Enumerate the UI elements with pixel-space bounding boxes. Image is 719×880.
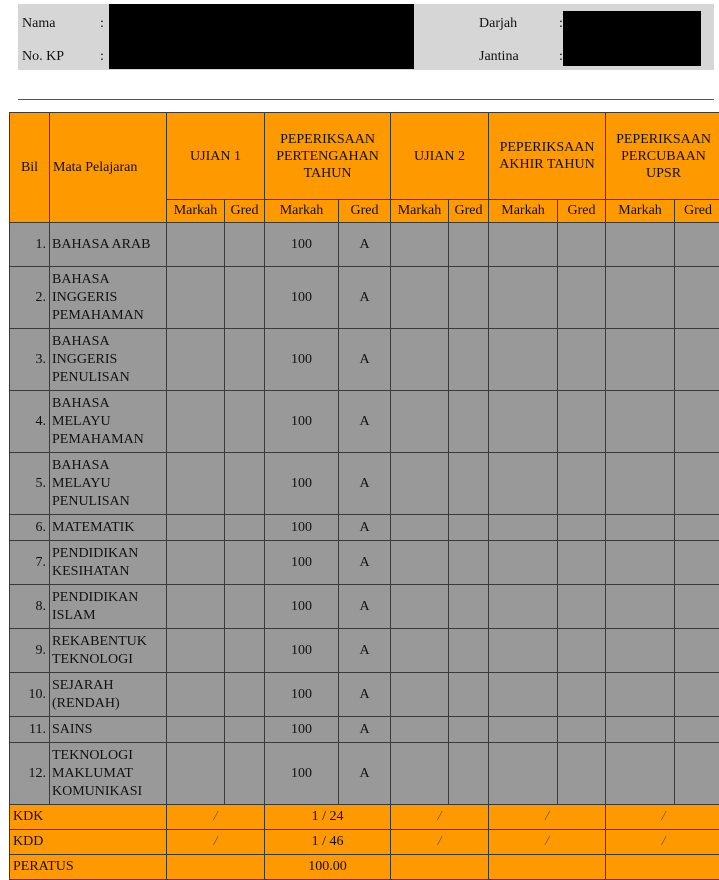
- percubaan-gred-cell: [675, 743, 719, 805]
- table-row: [10, 329, 719, 391]
- peratus-akhir: [489, 855, 606, 880]
- akhir-markah-cell: [489, 329, 558, 391]
- akhir-gred-cell: [558, 391, 606, 453]
- subject-cell: PENDIDIKAN ISLAM: [50, 585, 167, 629]
- pertengahan-markah-cell: 100: [265, 267, 339, 329]
- percubaan-markah-cell: [606, 673, 675, 717]
- pertengahan-gred-cell: A: [339, 541, 391, 585]
- name-value-redacted: [109, 4, 414, 69]
- kdk-row: [10, 805, 719, 830]
- akhir-gred-cell: [558, 329, 606, 391]
- subject-cell: BAHASA MELAYU PEMAHAMAN: [50, 391, 167, 453]
- peratus-percubaan: [606, 855, 719, 880]
- ujian1-gred-cell: [225, 329, 265, 391]
- ujian2-markah-cell: [391, 541, 449, 585]
- pertengahan-gred-cell: A: [339, 673, 391, 717]
- markah-header: Markah: [391, 200, 449, 223]
- exam-header-akhir: PEPERIKSAAN AKHIR TAHUN: [489, 113, 606, 200]
- table-row: [10, 629, 719, 673]
- ujian2-markah-cell: [391, 329, 449, 391]
- bil-cell: 1.: [10, 223, 50, 267]
- percubaan-gred-cell: [675, 717, 719, 743]
- akhir-markah-cell: [489, 391, 558, 453]
- kdk-pertengahan: 1 / 24: [265, 805, 391, 830]
- pertengahan-gred-cell: A: [339, 743, 391, 805]
- percubaan-gred-cell: [675, 515, 719, 541]
- bil-cell: 9.: [10, 629, 50, 673]
- exam-header-pertengahan: PEPERIKSAAN PERTENGAHAN TAHUN: [265, 113, 391, 200]
- gred-header: Gred: [449, 200, 489, 223]
- ujian1-gred-cell: [225, 391, 265, 453]
- peratus-label: PERATUS: [10, 855, 167, 880]
- results-body: [10, 223, 719, 805]
- pertengahan-gred-cell: A: [339, 267, 391, 329]
- ujian1-gred-cell: [225, 629, 265, 673]
- pertengahan-markah-cell: 100: [265, 453, 339, 515]
- akhir-markah-cell: [489, 541, 558, 585]
- class-label: Darjah: [479, 16, 517, 32]
- markah-header: Markah: [265, 200, 339, 223]
- pertengahan-gred-cell: A: [339, 717, 391, 743]
- ujian1-markah-cell: [167, 453, 225, 515]
- akhir-gred-cell: [558, 267, 606, 329]
- name-colon: :: [100, 16, 104, 32]
- ujian1-markah-cell: [167, 585, 225, 629]
- bil-cell: 11.: [10, 717, 50, 743]
- subject-cell: REKABENTUK TEKNOLOGI: [50, 629, 167, 673]
- kdk-percubaan: /: [606, 805, 719, 830]
- percubaan-gred-cell: [675, 267, 719, 329]
- akhir-gred-cell: [558, 515, 606, 541]
- pertengahan-gred-cell: A: [339, 515, 391, 541]
- gred-header: Gred: [558, 200, 606, 223]
- ujian2-markah-cell: [391, 743, 449, 805]
- kdd-percubaan: /: [606, 830, 719, 855]
- percubaan-gred-cell: [675, 453, 719, 515]
- ujian1-markah-cell: [167, 541, 225, 585]
- subject-cell: MATEMATIK: [50, 515, 167, 541]
- percubaan-markah-cell: [606, 267, 675, 329]
- ujian1-markah-cell: [167, 515, 225, 541]
- pertengahan-gred-cell: A: [339, 453, 391, 515]
- pertengahan-gred-cell: A: [339, 223, 391, 267]
- pertengahan-gred-cell: A: [339, 585, 391, 629]
- akhir-gred-cell: [558, 673, 606, 717]
- markah-header: Markah: [606, 200, 675, 223]
- ujian2-markah-cell: [391, 267, 449, 329]
- percubaan-markah-cell: [606, 629, 675, 673]
- ujian2-gred-cell: [449, 629, 489, 673]
- ujian1-gred-cell: [225, 267, 265, 329]
- percubaan-gred-cell: [675, 391, 719, 453]
- class-gender-value-redacted: [563, 11, 701, 66]
- markah-header: Markah: [167, 200, 225, 223]
- subject-cell: BAHASA MELAYU PENULISAN: [50, 453, 167, 515]
- exam-header-ujian1: UJIAN 1: [167, 113, 265, 200]
- ujian1-markah-cell: [167, 673, 225, 717]
- pertengahan-markah-cell: 100: [265, 391, 339, 453]
- subject-cell: TEKNOLOGI MAKLUMAT KOMUNIKASI: [50, 743, 167, 805]
- akhir-gred-cell: [558, 453, 606, 515]
- bil-header: Bil: [10, 113, 50, 223]
- pertengahan-markah-cell: 100: [265, 717, 339, 743]
- gred-header: Gred: [225, 200, 265, 223]
- ujian1-markah-cell: [167, 267, 225, 329]
- percubaan-markah-cell: [606, 453, 675, 515]
- ujian2-gred-cell: [449, 391, 489, 453]
- subject-cell: BAHASA INGGERIS PEMAHAMAN: [50, 267, 167, 329]
- header-row: [10, 113, 719, 200]
- akhir-markah-cell: [489, 585, 558, 629]
- divider-line: [18, 99, 714, 100]
- peratus-ujian1: [167, 855, 265, 880]
- ujian1-markah-cell: [167, 629, 225, 673]
- table-row: [10, 223, 719, 267]
- peratus-pertengahan: 100.00: [265, 855, 391, 880]
- akhir-gred-cell: [558, 629, 606, 673]
- akhir-markah-cell: [489, 717, 558, 743]
- pertengahan-gred-cell: A: [339, 329, 391, 391]
- table-row: [10, 267, 719, 329]
- kdk-ujian2: /: [391, 805, 489, 830]
- percubaan-markah-cell: [606, 515, 675, 541]
- percubaan-gred-cell: [675, 223, 719, 267]
- kdd-akhir: /: [489, 830, 606, 855]
- results-table: [9, 112, 719, 880]
- bil-cell: 12.: [10, 743, 50, 805]
- kdd-ujian1: /: [167, 830, 265, 855]
- akhir-gred-cell: [558, 223, 606, 267]
- pertengahan-markah-cell: 100: [265, 585, 339, 629]
- student-info-panel: [18, 4, 714, 70]
- table-row: [10, 541, 719, 585]
- ujian2-gred-cell: [449, 585, 489, 629]
- subject-cell: BAHASA ARAB: [50, 223, 167, 267]
- ujian2-markah-cell: [391, 515, 449, 541]
- kdd-pertengahan: 1 / 46: [265, 830, 391, 855]
- subject-header: Mata Pelajaran: [50, 113, 167, 223]
- ujian2-markah-cell: [391, 223, 449, 267]
- table-row: [10, 673, 719, 717]
- percubaan-gred-cell: [675, 541, 719, 585]
- akhir-markah-cell: [489, 453, 558, 515]
- ujian2-gred-cell: [449, 717, 489, 743]
- pertengahan-markah-cell: 100: [265, 515, 339, 541]
- ujian2-markah-cell: [391, 717, 449, 743]
- pertengahan-markah-cell: 100: [265, 629, 339, 673]
- table-row: [10, 515, 719, 541]
- ujian2-markah-cell: [391, 453, 449, 515]
- ujian2-gred-cell: [449, 267, 489, 329]
- bil-cell: 7.: [10, 541, 50, 585]
- akhir-gred-cell: [558, 541, 606, 585]
- ujian2-gred-cell: [449, 515, 489, 541]
- akhir-markah-cell: [489, 515, 558, 541]
- akhir-markah-cell: [489, 629, 558, 673]
- kp-label: No. KP: [22, 49, 64, 65]
- percubaan-markah-cell: [606, 717, 675, 743]
- pertengahan-gred-cell: A: [339, 629, 391, 673]
- exam-header-ujian2: UJIAN 2: [391, 113, 489, 200]
- ujian1-gred-cell: [225, 541, 265, 585]
- ujian1-gred-cell: [225, 585, 265, 629]
- ujian1-markah-cell: [167, 743, 225, 805]
- kdd-label: KDD: [10, 830, 167, 855]
- ujian1-gred-cell: [225, 515, 265, 541]
- bil-cell: 6.: [10, 515, 50, 541]
- akhir-markah-cell: [489, 673, 558, 717]
- ujian2-gred-cell: [449, 541, 489, 585]
- markah-header: Markah: [489, 200, 558, 223]
- bil-cell: 4.: [10, 391, 50, 453]
- ujian1-gred-cell: [225, 223, 265, 267]
- akhir-gred-cell: [558, 717, 606, 743]
- table-row: [10, 391, 719, 453]
- percubaan-gred-cell: [675, 673, 719, 717]
- bil-cell: 8.: [10, 585, 50, 629]
- percubaan-markah-cell: [606, 391, 675, 453]
- subject-cell: SAINS: [50, 717, 167, 743]
- akhir-gred-cell: [558, 743, 606, 805]
- gred-header: Gred: [675, 200, 719, 223]
- class-colon: :: [559, 16, 563, 32]
- ujian2-markah-cell: [391, 391, 449, 453]
- bil-cell: 5.: [10, 453, 50, 515]
- ujian2-gred-cell: [449, 453, 489, 515]
- akhir-markah-cell: [489, 223, 558, 267]
- bil-cell: 3.: [10, 329, 50, 391]
- ujian1-markah-cell: [167, 717, 225, 743]
- ujian2-gred-cell: [449, 673, 489, 717]
- percubaan-markah-cell: [606, 585, 675, 629]
- ujian2-gred-cell: [449, 223, 489, 267]
- percubaan-gred-cell: [675, 585, 719, 629]
- ujian1-gred-cell: [225, 453, 265, 515]
- kdd-ujian2: /: [391, 830, 489, 855]
- pertengahan-markah-cell: 100: [265, 541, 339, 585]
- kdk-ujian1: /: [167, 805, 265, 830]
- ujian1-markah-cell: [167, 223, 225, 267]
- percubaan-markah-cell: [606, 329, 675, 391]
- ujian2-markah-cell: [391, 585, 449, 629]
- pertengahan-markah-cell: 100: [265, 743, 339, 805]
- gred-header: Gred: [339, 200, 391, 223]
- akhir-gred-cell: [558, 585, 606, 629]
- ujian1-markah-cell: [167, 391, 225, 453]
- peratus-ujian2: [391, 855, 489, 880]
- akhir-markah-cell: [489, 267, 558, 329]
- subject-cell: BAHASA INGGERIS PENULISAN: [50, 329, 167, 391]
- percubaan-markah-cell: [606, 223, 675, 267]
- exam-header-percubaan: PEPERIKSAAN PERCUBAAN UPSR: [606, 113, 719, 200]
- pertengahan-markah-cell: 100: [265, 329, 339, 391]
- percubaan-gred-cell: [675, 629, 719, 673]
- name-label: Nama: [22, 16, 55, 32]
- kdk-label: KDK: [10, 805, 167, 830]
- pertengahan-markah-cell: 100: [265, 673, 339, 717]
- gender-label: Jantina: [479, 49, 519, 65]
- ujian2-markah-cell: [391, 673, 449, 717]
- pertengahan-gred-cell: A: [339, 391, 391, 453]
- table-row: [10, 585, 719, 629]
- kdd-row: [10, 830, 719, 855]
- bil-cell: 2.: [10, 267, 50, 329]
- ujian2-markah-cell: [391, 629, 449, 673]
- percubaan-markah-cell: [606, 541, 675, 585]
- akhir-markah-cell: [489, 743, 558, 805]
- peratus-row: [10, 855, 719, 880]
- ujian2-gred-cell: [449, 329, 489, 391]
- ujian1-gred-cell: [225, 743, 265, 805]
- kp-colon: :: [100, 49, 104, 65]
- gender-colon: :: [559, 49, 563, 65]
- pertengahan-markah-cell: 100: [265, 223, 339, 267]
- subject-cell: SEJARAH (RENDAH): [50, 673, 167, 717]
- ujian2-gred-cell: [449, 743, 489, 805]
- kdk-akhir: /: [489, 805, 606, 830]
- subject-cell: PENDIDIKAN KESIHATAN: [50, 541, 167, 585]
- percubaan-gred-cell: [675, 329, 719, 391]
- ujian1-markah-cell: [167, 329, 225, 391]
- ujian1-gred-cell: [225, 717, 265, 743]
- table-row: [10, 453, 719, 515]
- table-row: [10, 743, 719, 805]
- table-row: [10, 717, 719, 743]
- ujian1-gred-cell: [225, 673, 265, 717]
- bil-cell: 10.: [10, 673, 50, 717]
- percubaan-markah-cell: [606, 743, 675, 805]
